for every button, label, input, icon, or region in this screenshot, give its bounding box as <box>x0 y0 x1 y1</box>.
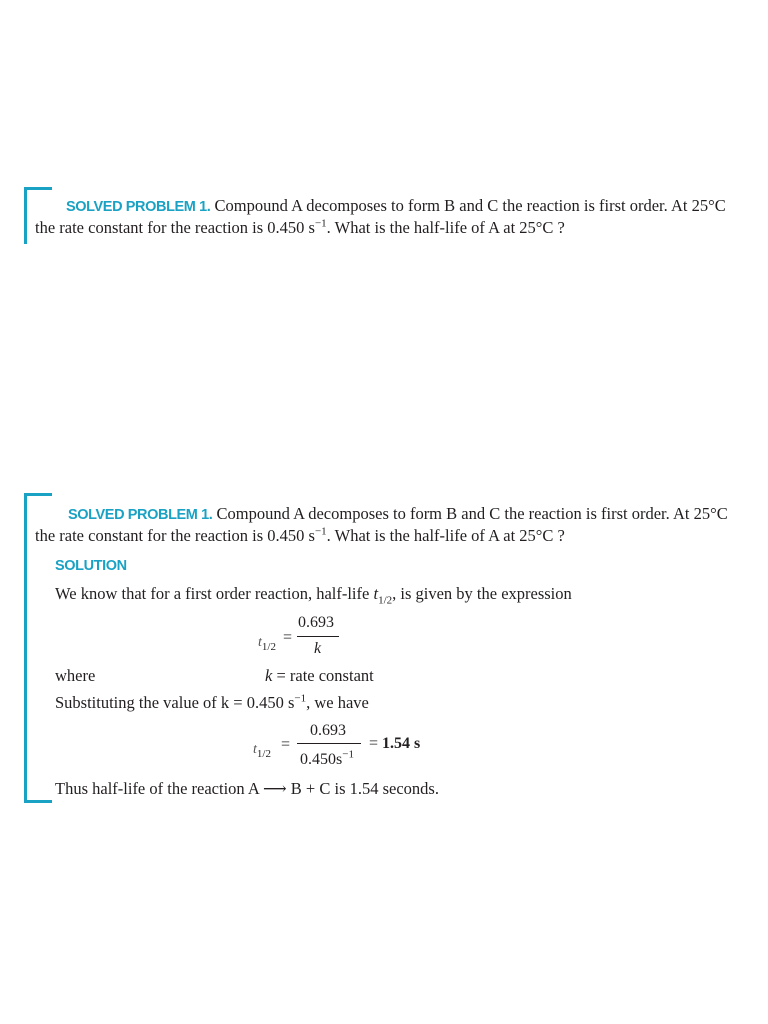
accent-bracket-horizontal <box>24 187 52 190</box>
superscript: −1 <box>314 217 327 230</box>
accent-bracket-vertical <box>24 188 27 244</box>
superscript: −1 <box>314 525 327 538</box>
equals-sign: = <box>369 735 379 752</box>
solution-heading: SOLUTION <box>55 558 127 574</box>
equals-sign: = <box>283 629 293 646</box>
problem-statement-line-1 <box>68 504 728 525</box>
equation-lhs <box>258 633 276 654</box>
denominator-value: 0.450s <box>300 751 343 768</box>
accent-bracket-top <box>24 493 52 496</box>
solved-problem-label: SOLVED PROBLEM 1. <box>68 507 213 523</box>
superscript: −1 <box>342 748 354 761</box>
variable-t: t <box>373 584 379 603</box>
denominator: k <box>314 640 322 657</box>
variable-t: t <box>253 742 257 757</box>
superscript: −1 <box>294 692 307 705</box>
subscript: 1/2 <box>256 748 271 761</box>
problem-text: Compound A decomposes to form B and C the reaction is first order. At 25°C <box>214 196 726 215</box>
definition-text: = rate constant <box>276 666 374 685</box>
problem-text: . What is the half-life of A at 25°C ? <box>326 526 565 545</box>
subscript: 1/2 <box>261 641 276 654</box>
problem-statement-line-2 <box>35 526 565 546</box>
accent-bracket-vertical <box>24 494 27 802</box>
numerator: 0.693 <box>310 722 346 739</box>
where-definition <box>265 666 374 686</box>
where-word: where <box>55 666 96 685</box>
solution-text: We know that for a first order reaction, half-life <box>55 584 374 603</box>
substitution-line <box>55 693 369 713</box>
result-value: 1.54 s <box>382 735 421 752</box>
solution-text: , we have <box>306 693 369 712</box>
problem-text: Compound A decomposes to form B and C the reaction is first order. At 25°C <box>216 504 728 523</box>
equation-lhs <box>253 740 271 761</box>
problem-statement-line-1 <box>66 196 726 217</box>
solution-text: , is given by the expression <box>392 584 572 603</box>
result <box>369 735 420 753</box>
numerator: 0.693 <box>298 614 334 631</box>
solution-intro <box>55 584 572 607</box>
solution-text: Substituting the value of k = 0.450 s <box>55 693 295 712</box>
fraction-bar <box>297 743 361 744</box>
fraction-bar <box>297 636 339 637</box>
variable-k: k <box>265 666 273 685</box>
problem-text: the rate constant for the reaction is 0.450 s <box>35 526 315 545</box>
variable-t: t <box>258 635 262 650</box>
solved-problem-label: SOLVED PROBLEM 1. <box>66 199 211 215</box>
accent-bracket-bottom <box>24 800 52 803</box>
problem-text: . What is the half-life of A at 25°C ? <box>326 218 565 237</box>
conclusion-line: Thus half-life of the reaction A ⟶ B + C is 1.54 seconds. <box>55 779 439 798</box>
equals-sign: = <box>281 736 291 753</box>
denominator <box>300 748 354 769</box>
subscript: 1/2 <box>378 594 393 607</box>
problem-statement-line-2 <box>35 218 565 238</box>
problem-text: the rate constant for the reaction is 0.450 s <box>35 218 315 237</box>
